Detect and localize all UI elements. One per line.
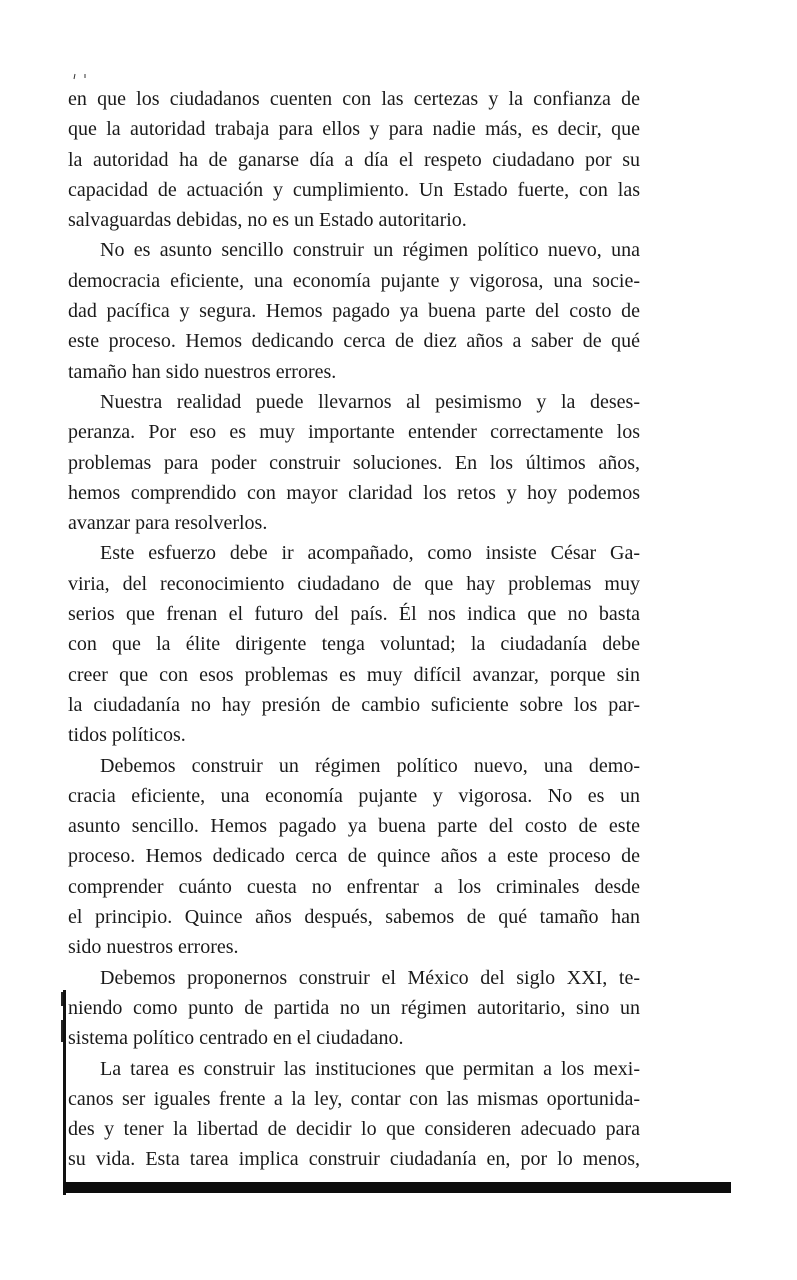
text-line: su vida. Esta tarea implica construir ciudadanía en, por lo menos,: [68, 1148, 640, 1171]
text-line: hemos comprendido con mayor claridad los retos y hoy podemos: [68, 481, 640, 504]
text-line: en que los ciudadanos cuenten con las certezas y la confianza de: [68, 88, 640, 110]
text-line: capacidad de actuación y cumplimiento. Un Estado fuerte, con las: [68, 178, 640, 201]
scan-border-left: [63, 990, 66, 1195]
text-line: dad pacífica y segura. Hemos pagado ya buena parte del costo de: [68, 300, 640, 323]
text-line: asunto sencillo. Hemos pagado ya buena parte del costo de este: [68, 815, 640, 838]
text-line: No es asunto sencillo construir un régimen político nuevo, una: [100, 239, 640, 262]
paragraph: [68, 538, 640, 750]
text-line: peranza. Por eso es muy importante entender correctamente los: [68, 421, 640, 444]
text-line: este proceso. Hemos dedicando cerca de diez años a saber de qué: [68, 330, 640, 353]
scan-border-bottom: [63, 1182, 731, 1193]
text-line: sido nuestros errores.: [68, 936, 239, 959]
text-line: des y tener la libertad de decidir lo que consideren adecuado para: [68, 1118, 640, 1141]
text-line: la autoridad ha de ganarse día a día el respeto ciudadano por su: [68, 148, 640, 171]
text-line: el principio. Quince años después, sabemos de qué tamaño han: [68, 906, 640, 929]
text-line: canos ser iguales frente a la ley, contar con las mismas oportunida-: [68, 1087, 640, 1110]
text-line: proceso. Hemos dedicado cerca de quince años a este proceso de: [68, 845, 640, 868]
text-line: creer que con esos problemas es muy difícil avanzar, porque sin: [68, 663, 640, 686]
scan-tick-mark: [61, 992, 63, 1006]
scan-tick-mark: [61, 1020, 63, 1042]
text-line: problemas para poder construir soluciones. En los últimos años,: [68, 451, 640, 474]
text-line: con que la élite dirigente tenga voluntad; la ciudadanía debe: [68, 633, 640, 656]
text-line: tidos políticos.: [68, 724, 186, 747]
body-text: [68, 84, 640, 1175]
paragraph: [68, 1054, 640, 1175]
paragraph: [68, 963, 640, 1054]
text-line: niendo como punto de partida no un régimen autoritario, sino un: [68, 996, 640, 1019]
text-line: Debemos proponernos construir el México del siglo XXI, te-: [100, 966, 640, 989]
paragraph: [68, 751, 640, 963]
text-line: la ciudadanía no hay presión de cambio suficiente sobre los par-: [68, 693, 640, 716]
text-line: viria, del reconocimiento ciudadano de que hay problemas muy: [68, 572, 640, 595]
text-line: serios que frenan el futuro del país. Él nos indica que no basta: [68, 603, 640, 626]
text-line: cracia eficiente, una economía pujante y vigorosa. No es un: [68, 784, 640, 807]
text-line: que la autoridad trabaja para ellos y para nadie más, es decir, que: [68, 118, 640, 141]
text-line: democracia eficiente, una economía pujante y vigorosa, una socie-: [68, 269, 640, 292]
stray-scan-marks: [71, 70, 91, 85]
text-line: tamaño han sido nuestros errores.: [68, 360, 337, 383]
text-line: La tarea es construir las instituciones que permitan a los mexi-: [100, 1057, 640, 1080]
paragraph: [68, 387, 640, 538]
paragraph: [68, 84, 640, 235]
text-line: Este esfuerzo debe ir acompañado, como insiste César Ga-: [100, 542, 640, 565]
paragraph: [68, 235, 640, 386]
text-line: salvaguardas debidas, no es un Estado autoritario.: [68, 209, 467, 232]
text-line: Debemos construir un régimen político nuevo, una demo-: [100, 754, 640, 777]
text-line: sistema político centrado en el ciudadano.: [68, 1027, 404, 1050]
text-line: Nuestra realidad puede llevarnos al pesimismo y la deses-: [100, 390, 640, 413]
stray-marks-glyphs: [71, 71, 91, 81]
text-line: avanzar para resolverlos.: [68, 512, 268, 535]
text-line: comprender cuánto cuesta no enfrentar a los criminales desde: [68, 875, 640, 898]
